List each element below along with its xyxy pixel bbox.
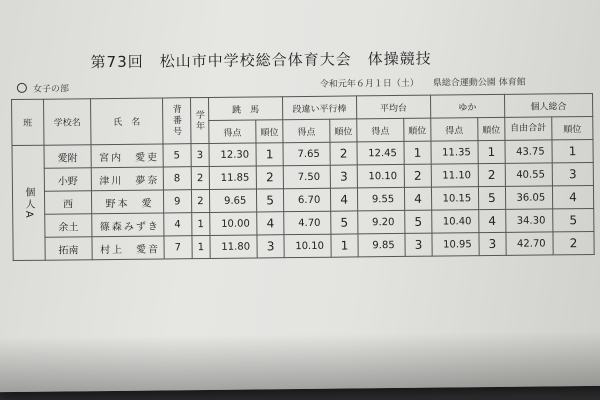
title-event: 松山市中学校総合体育大会	[159, 50, 352, 71]
bars-rank-cell: 5	[331, 211, 358, 234]
beam-score-cell: 10.10	[357, 164, 404, 187]
total-rank-cell: 4	[552, 185, 593, 208]
total-rank-cell: 1	[552, 139, 593, 162]
event-info	[320, 75, 540, 90]
subheader-rank: 順位	[552, 116, 593, 139]
vault-score-cell: 11.85	[209, 166, 256, 189]
header-bib: 背番号	[162, 98, 190, 144]
floor-rank-cell: 4	[479, 209, 506, 232]
school-cell: 愛附	[44, 145, 91, 168]
subheader-rank: 順位	[330, 119, 357, 142]
bars-score-cell: 7.65	[283, 142, 330, 165]
header-grade: 学年	[190, 97, 209, 143]
grade-cell: 1	[192, 235, 211, 258]
grade-cell: 1	[191, 212, 210, 235]
beam-score-cell: 12.45	[357, 141, 404, 164]
total-rank-cell: 5	[553, 208, 594, 231]
table-row	[13, 231, 594, 260]
event-venue: 県総合運動公園 体育館	[432, 77, 526, 89]
school-cell: 拓南	[45, 237, 92, 260]
section-text: 女子の部	[32, 84, 69, 95]
school-cell: 小野	[44, 168, 91, 191]
header-name: 氏 名	[91, 98, 163, 145]
total-rank-cell: 3	[552, 162, 593, 185]
total-score-cell: 42.70	[506, 232, 553, 255]
header-floor: ゆか	[430, 94, 504, 118]
name-cell: 野本 愛	[92, 190, 164, 214]
bars-rank-cell: 2	[330, 142, 357, 165]
total-rank-cell: 2	[553, 231, 594, 254]
subheader-rank: 順位	[478, 117, 505, 140]
beam-rank-cell: 5	[405, 210, 432, 233]
bars-rank-cell: 3	[330, 165, 357, 188]
subheader-score: 得点	[357, 118, 404, 141]
floor-rank-cell: 1	[478, 140, 505, 163]
header-beam: 平均台	[356, 95, 430, 119]
event-date: 令和元年６月１日（土）	[319, 78, 419, 90]
header-vault: 跳 馬	[209, 97, 283, 121]
vault-score-cell: 9.65	[210, 189, 257, 212]
grade-cell: 2	[191, 166, 210, 189]
name-cell: 村上 愛音	[92, 236, 164, 260]
beam-rank-cell: 3	[405, 233, 432, 256]
title-edition: 第73回	[90, 52, 144, 72]
bib-cell: 4	[164, 213, 192, 236]
subheader-score: 得点	[283, 119, 330, 142]
total-score-cell: 40.55	[505, 163, 552, 186]
bars-score-cell: 7.50	[283, 165, 330, 188]
beam-rank-cell: 2	[404, 164, 431, 187]
results-table	[11, 93, 595, 261]
beam-rank-cell: 4	[405, 187, 432, 210]
page-title	[91, 48, 432, 73]
group-cell: 個人A	[12, 145, 45, 260]
header-allround: 個人総合	[504, 93, 593, 117]
floor-rank-cell: 3	[479, 232, 506, 255]
subheader-rank: 順位	[256, 120, 283, 143]
subheader-total: 自由合計	[504, 117, 551, 140]
subheader-score: 得点	[209, 120, 256, 143]
bib-cell: 8	[163, 167, 191, 190]
bib-cell: 9	[163, 190, 191, 213]
floor-rank-cell: 2	[478, 163, 505, 186]
vault-rank-cell: 4	[257, 212, 284, 235]
beam-score-cell: 9.55	[357, 187, 404, 210]
total-score-cell: 34.30	[505, 209, 552, 232]
subheader-score: 得点	[431, 118, 478, 141]
circle-icon	[17, 83, 27, 93]
title-sport: 体操競技	[367, 49, 432, 69]
school-cell: 余土	[45, 214, 92, 237]
beam-score-cell: 9.20	[358, 210, 405, 233]
subheader-rank: 順位	[404, 118, 431, 141]
name-cell: 津川 夢奈	[91, 167, 163, 191]
school-cell: 西	[44, 191, 91, 214]
name-cell: 篠森みずき	[92, 213, 164, 237]
section-label	[17, 81, 69, 95]
floor-score-cell: 11.10	[431, 164, 478, 187]
grade-cell: 3	[191, 143, 210, 166]
header-school: 学校名	[43, 99, 91, 145]
bars-score-cell: 6.70	[283, 188, 330, 211]
beam-score-cell: 9.85	[358, 233, 405, 256]
floor-score-cell: 11.35	[431, 141, 478, 164]
vault-score-cell: 10.00	[210, 212, 257, 235]
name-cell: 宮内 愛吏	[91, 144, 163, 168]
bars-rank-cell: 4	[331, 188, 358, 211]
vault-rank-cell: 5	[257, 189, 284, 212]
bib-cell: 5	[163, 144, 191, 167]
vault-rank-cell: 2	[256, 166, 283, 189]
floor-rank-cell: 5	[478, 186, 505, 209]
vault-score-cell: 11.80	[210, 235, 257, 258]
bars-rank-cell: 1	[331, 234, 358, 257]
bars-score-cell: 10.10	[284, 234, 331, 257]
vault-rank-cell: 1	[256, 143, 283, 166]
beam-rank-cell: 1	[404, 141, 431, 164]
total-score-cell: 36.05	[505, 186, 552, 209]
grade-cell: 2	[191, 189, 210, 212]
floor-score-cell: 10.95	[432, 233, 479, 256]
vault-score-cell: 12.30	[209, 143, 256, 166]
paper-shadow	[0, 331, 600, 392]
floor-score-cell: 10.40	[431, 210, 478, 233]
bib-cell: 7	[164, 236, 192, 259]
floor-score-cell: 10.15	[431, 187, 478, 210]
total-score-cell: 43.75	[505, 140, 552, 163]
header-group: 班	[12, 99, 44, 145]
vault-rank-cell: 3	[257, 235, 284, 258]
bars-score-cell: 4.70	[284, 211, 331, 234]
header-bars: 段違い平行棒	[282, 96, 356, 120]
